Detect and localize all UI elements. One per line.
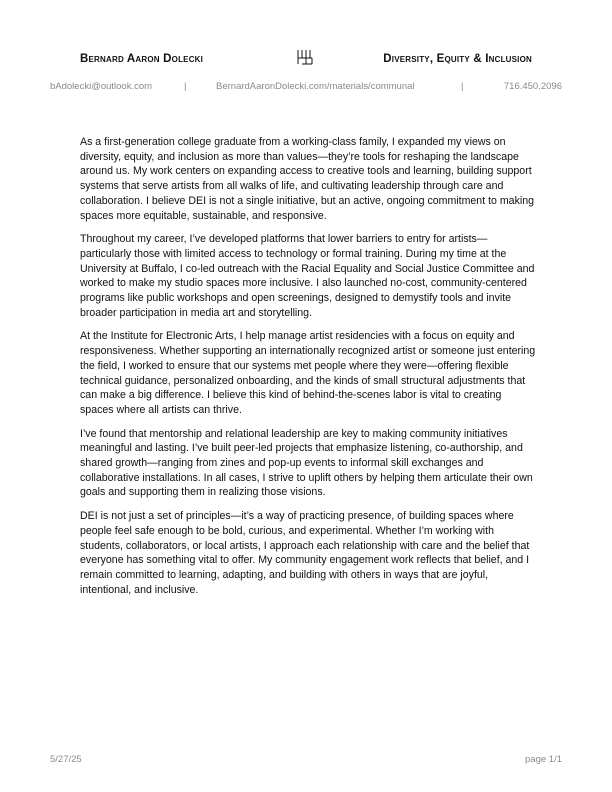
paragraph: DEI is not just a set of principles—it’s a way of practicing presence, of building spaces where people feel safe enough to be bold, curious, and experimental. Whether I’m working with students, collaborators, or local artists, I approach each relationship with care and the belief that everyone has something vital to offer. My community engagement work reflects that belief, and I remain committed to learning, adapting, and building with others in ways that are joyful, intentional, and inclusive. [80, 510, 530, 596]
paragraph: At the Institute for Electronic Arts, I help manage artist residencies with a focus on equity and responsiveness. Whether supporting an internationally recognized artist or someone just entering the field, I worked to ensure that our systems met people where they were—offering flexible technical guidance, personalized onboarding, and the kinds of small structural adjustments that can make a big difference. I believe this kind of behind-the-scenes labor is vital to creating spaces where all artists can thrive. [80, 330, 536, 416]
contact-separator: | [184, 81, 187, 92]
paragraph: I’ve found that mentorship and relational leadership are key to making community initiatives meaningful and lasting. I’ve built peer-led projects that emphasize listening, co-authorship, and shared growth—ranging from zines and pop-up events to informal skill exchanges and collaborative installations. In all cases, I strive to uplift others by helping them articulate their own goals and supporting them in realizing those visions. [80, 427, 533, 499]
paragraph: As a first-generation college graduate from a working-class family, I expanded my views on diversity, equity, and inclusion as more than values—they’re tools for reshaping the landscape around us. My work centers on expanding access to creative tools and learning, building support systems that serve artists from all walks of life, and cultivating leadership through care and collaboration. I believe DEI is not a single initiative, but an active, ongoing commitment to making spaces more equitable, sustainable, and responsive. [80, 136, 535, 222]
contact-separator: | [461, 81, 464, 92]
paragraph: Throughout my career, I’ve developed platforms that lower barriers to entry for artists—particularly those with limited access to technology or formal training. During my time at the University at Buffalo, I co-led outreach with the Racial Equality and Social Justice Committee and worked to make my studio spaces more inclusive. I also launched no-cost, community-centered programs like public workshops and open screenings, designed to demystify tools and invite broader participation in media art and storytelling. [80, 233, 535, 319]
footer-date: 5/27/25 [50, 754, 82, 765]
statement-body [80, 135, 536, 606]
bad-monogram-icon [296, 49, 314, 65]
section-title: Diversity, Equity & Inclusion [383, 53, 532, 65]
email-link[interactable]: bAdolecki@outlook.com [50, 81, 153, 92]
author-name: Bernard Aaron Dolecki [80, 53, 204, 65]
website-link[interactable]: BernardAaronDolecki.com/materials/communal [216, 81, 415, 92]
page-number: page 1/1 [525, 754, 562, 765]
phone-number[interactable]: 716.450.2096 [503, 81, 562, 92]
